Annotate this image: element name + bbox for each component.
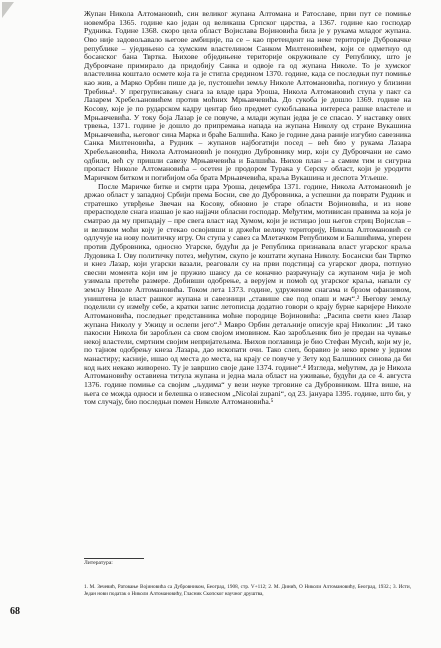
page-number: 68 <box>10 606 20 617</box>
paragraph-2: После Маричке битке и смрти цара Уроша, децембра 1371. године, Никола Алтомановић је држао област у западној Србији према Босни, све до Дубровника, а успешни да поврати Рудник и стратешко утврђење Звечан на Косову, обновио је старе области Војиновића, и из нове прерасподеле снага изашао је као најјачи обласни господар. Међутим, мотивисан правима за која је сматрао да му припадају – пре свега власт над Хумом, који је истицао још његов стриц Војислав – и великом моћи коју је стекао освојивши и држећи велику територију, Никола Алтомановић се одлучује на нову политичку игру. Он ступа у савез са Млетачком Републиком и Балшићима, уперен против Дубровника, односно Угарске, будући да је Република признавала власт угарског краља Лудовика I. Ову политичку потез, међутим, скупо је коштати жупана Николу. Босански бан Твртко и кнез Лазар, који угарски вазали, реаговали су на први подстицај са угарског двора, потпуно свесни момента који им је пружио шансу да се коначно разрачунају са жупаном чија је моћ узимала претеће размере. Добивши одобрење, а верујем и помоћ од угарског краља, напали су земљу Николе Алтомановића. Током лета 1373. године, удруженим снагама и брзом офанзивом, уништена је власт рашког жупана и савезници „ставише све под опаш и мач“.² Његову земљу поделили су између себе, а кратки запис летописца додатно говори о крају бурне каријере Николе Алтомановића, последњег представника моћне породице Војиновића: „Расипа свети кнез Лазар жупана Николу у Ужицу и ослепи јего“.³ Мавро Орбин детаљније описује крај Николин: „И тако пакосни Никола би заробљен са свом својом имовином. Као заробљеник био је предан на чување некој властели, смртним својим непријатељима. Њихов поглавица је био Стефан Мусић, који му је, по тајном одобрењу кнеза Лазара, дао ископати очи. Тако слеп, боравио је неко време у једном манастиру; касније, ишао од места до места, на крају се повуче у Зету код Балшиних синова да би код њих некако живорено. Ту је завршио своје дане 1374. године“.⁴ Изгледа, међутим, да је Никола Алтомановићу оставиена титула жупана и једна мала област на уживање, будући да се 4. августа 1376. године помиње са својим „људима“ у вези неуке трговине са Дубровником. Шта више, на њега се можда односи и белешка о извесном „Nicolai zupani“, од 23. јануара 1395. године, што би, у том случају, био последњи помен Николе Алтомановића.⁵ <box>84 181 411 407</box>
footnote-rule <box>84 558 144 559</box>
scan-corner-mark <box>0 0 30 40</box>
footnote-item: 1. М. Зечевић, Ратовање Војиновића са Дубровником, Београд, 1908, стр. V+112; 2. М. Динић, О Николи Алтомановићу, Београд, 1932.; 3. Исти, Један нови податак о Николи Алтомановићу, Гласник Скопског научног друштва, <box>84 584 411 597</box>
paragraph-1: Жупан Никола Алтомановић, син великог жупана Алтомана и Ратославе, први пут се помиње новембра 1365. године као један од великаша Српског царства, а 1367. године као господар Рудника. Године 1368. скоро цела област Војислава Војиновића била је у рукама младог жупана. Ово није задовољавало његове амбиције, па се – као претендент на неке територије Дубровачке републике – уједињено са хумским властелином Санком Милтеновићем, који се одметнуо од босанског бана Твртка. Њихове обједињене територије окруживале су Републику, што је Дубровчане примирало да придобију Санка и одвоје га од жупана Николе. То је хумског властелина коштало осмете која га је стигла средином 1370. године, када се последњи пут помиње као жив, а Марко Орбин пише да је, пустошећи земљу Николе Алтомановића, погинуо у близини Требиња¹. У прегруписавању снага за владе цара Уроша, Никола Алтомановић ступа у пакт са Лазарем Хребељановићем против моћних Мрњавчевића. До сукоба је дошло 1369. године на Косову, које је по рударском кадру центар био предмет сукобљавања интереса рашке властеле и Мрњавчевића. У току боја Лазар је се повуче, а млади жупан једва је се спасао. У наставку ових трвења, 1371. године је дошло до припремања напада на жупана Николу од стране Вукашина Мрњавчевића, његовог сина Марка и браће Балшића. Како је године дана раније изгубио савезника Санка Милтеновића, а Рудник – жупанов најбогатији посед – већ био у рукама Лазара Хребељановића, Никола Алтомановић је понудио Дубровнику мир, који су Дубровчани не само одбили, већ су пришли савезу Мрњавчевића и Балшића. Њихов план – а самим тим и сигурна пропаст Николе Алтомановића – осетен је продором Турака у Серску област, који је уродити Маричком битком и погибијом оба брата Мрњавчевића, краља Вукашина и деспота Угљеше. <box>84 9 411 182</box>
body-text <box>84 10 411 407</box>
footnotes-label: Литература: <box>84 560 113 566</box>
footnotes <box>84 584 411 598</box>
